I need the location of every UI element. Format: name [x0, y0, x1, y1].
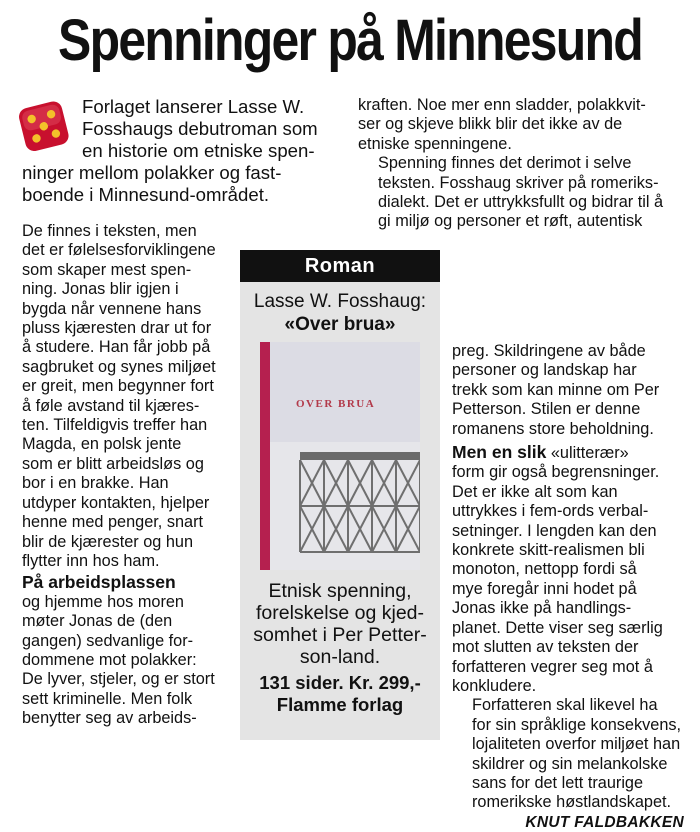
text-line: teksten. Fosshaug skriver på romeriks-	[378, 173, 659, 192]
text-line: Forfatteren skal likevel ha	[472, 696, 658, 715]
text-line: personer og landskap har	[452, 361, 637, 380]
text-line: bor i en brakke. Han	[22, 474, 169, 493]
byline: KNUT FALDBAKKEN	[525, 813, 684, 831]
subheading-rest: «ulitterær»	[550, 444, 629, 463]
lead-paragraph	[82, 96, 344, 161]
text-line: form gir også begrensninger.	[452, 463, 660, 482]
text-line: å føle avstand til kjæres-	[22, 396, 200, 415]
text-line: Spenning finnes det derimot i selve	[378, 154, 632, 173]
text-line: ser og skjeve blikk blir det ikke av de	[358, 115, 623, 134]
text-line: pluss kjæresten drar ut for	[22, 319, 212, 338]
text-line: møter Jonas de (den	[22, 612, 173, 631]
book-description	[240, 580, 440, 668]
column-1	[22, 222, 230, 729]
text-line: kraften. Noe mer enn sladder, polakkvit-	[358, 96, 646, 114]
description-line: somhet i Per Petter-	[253, 624, 427, 646]
cover-strip	[260, 342, 270, 570]
text-line: ning. Jonas blir igjen i	[22, 280, 179, 299]
body-paragraph	[22, 222, 230, 571]
text-line: og hjemme hos moren	[22, 592, 184, 611]
text-line: å studere. Han får jobb på	[22, 338, 211, 357]
text-line: Det er ikke alt som kan	[452, 482, 618, 501]
book-author: Lasse W. Fosshaug:	[253, 291, 427, 312]
book-title: «Over brua»	[284, 314, 396, 335]
text-line: setninger. I lengden kan den	[452, 521, 657, 540]
body-paragraph	[452, 696, 684, 812]
text-line: De finnes i teksten, men	[22, 222, 197, 240]
text-line: romanens store beholdning.	[452, 419, 654, 438]
lead-line: Fosshaugs debutroman som	[82, 117, 318, 139]
bridge-lattice-image	[270, 442, 420, 570]
column-4	[452, 342, 684, 832]
text-line: benytter seg av arbeids-	[22, 709, 197, 728]
text-line: bygda når vennene hans	[22, 299, 202, 318]
text-line: gi miljø og personer et røft, autentisk	[378, 212, 643, 231]
dice-five-icon	[16, 98, 74, 156]
text-line: etniske spenningene.	[358, 134, 512, 153]
text-line: konkrete skitt-realismen bli	[452, 541, 645, 560]
body-paragraph	[452, 342, 684, 439]
subheading: På arbeidsplassen	[22, 572, 176, 593]
text-line: er greit, men begynner fort	[22, 377, 214, 396]
text-line: for sin språklige konsekvens,	[472, 715, 682, 734]
body-paragraph	[452, 443, 684, 463]
text-line: forfatteren vegrer seg mot å	[452, 657, 653, 676]
text-line: mye foregår inni hodet på	[452, 579, 637, 598]
text-line: De lyver, stjeler, og er stort	[22, 670, 215, 689]
text-line: blir de kjærester og hun	[22, 532, 194, 551]
text-line: Magda, en polsk jente	[22, 435, 182, 454]
lead-line: ninger mellom polakker og fast-	[22, 162, 282, 183]
text-line: henne med penger, snart	[22, 513, 204, 532]
text-line: dommene mot polakker:	[22, 650, 197, 669]
text-line: romerikske høstlandskapet.	[472, 793, 672, 812]
text-line: sans for det lett traurige	[472, 773, 644, 792]
text-line: Jonas ikke på handlings-	[452, 599, 632, 618]
body-paragraph	[358, 154, 684, 232]
text-line: trekk som kan minne om Per	[452, 380, 660, 399]
text-line: uttrykkes i fem-ords verbal-	[452, 502, 649, 521]
text-line: som er blitt arbeidsløs og	[22, 454, 204, 473]
body-paragraph	[452, 463, 684, 696]
text-line: monoton, nettopp fordi så	[452, 560, 637, 579]
text-line: det er følelsesforviklingene	[22, 241, 216, 260]
headline: Spenninger på Minnesund	[58, 8, 642, 73]
lead-line: en historie om etniske spen-	[82, 139, 315, 161]
text-line: lojaliteten overfor miljøet han	[472, 735, 681, 754]
description-line: son-land.	[299, 646, 381, 668]
text-line: gangen) sedvanlige for-	[22, 631, 194, 650]
lead-line: Forlaget lanserer Lasse W.	[82, 96, 305, 117]
description-line: forelskelse og kjed-	[256, 602, 424, 624]
subheading: Men en slik	[452, 442, 547, 463]
body-paragraph	[22, 593, 230, 729]
book-cover	[260, 342, 420, 570]
book-price-publisher	[240, 672, 440, 716]
text-line: sett kriminelle. Men folk	[22, 689, 193, 708]
fact-box-header: Roman	[240, 250, 440, 282]
column-3	[358, 96, 684, 232]
rating-label: VG	[56, 146, 68, 155]
text-line: ten. Tilfeldigvis treffer han	[22, 416, 208, 435]
price-line: 131 sider. Kr. 299,-	[259, 672, 421, 693]
publisher-line: Flamme forlag	[276, 694, 404, 715]
text-line: sagbruket og synes miljøet	[22, 357, 216, 376]
text-line: planet. Dette viser seg særlig	[452, 618, 663, 637]
text-line: flytter inn hos ham.	[22, 551, 160, 570]
text-line: Petterson. Stilen er denne	[452, 400, 641, 419]
text-line: preg. Skildringene av både	[452, 342, 646, 360]
text-line: utdyper kontakten, hjelper	[22, 493, 210, 512]
description-line: Etnisk spenning,	[268, 580, 412, 602]
text-line: mot slutten av teksten der	[452, 638, 639, 657]
text-line: skildrer og sin melankolske	[472, 754, 668, 773]
text-line: dialekt. Det er uttrykksfullt og bidrar til å	[378, 193, 664, 212]
text-line: konkludere.	[452, 676, 537, 695]
cover-title: OVER BRUA	[296, 398, 376, 410]
text-line: som skaper mest spen-	[22, 260, 192, 279]
body-paragraph	[358, 96, 684, 154]
lead-paragraph-rest	[22, 162, 344, 206]
lead-line: boende i Minnesund-området.	[22, 183, 270, 205]
fact-box	[240, 250, 440, 740]
